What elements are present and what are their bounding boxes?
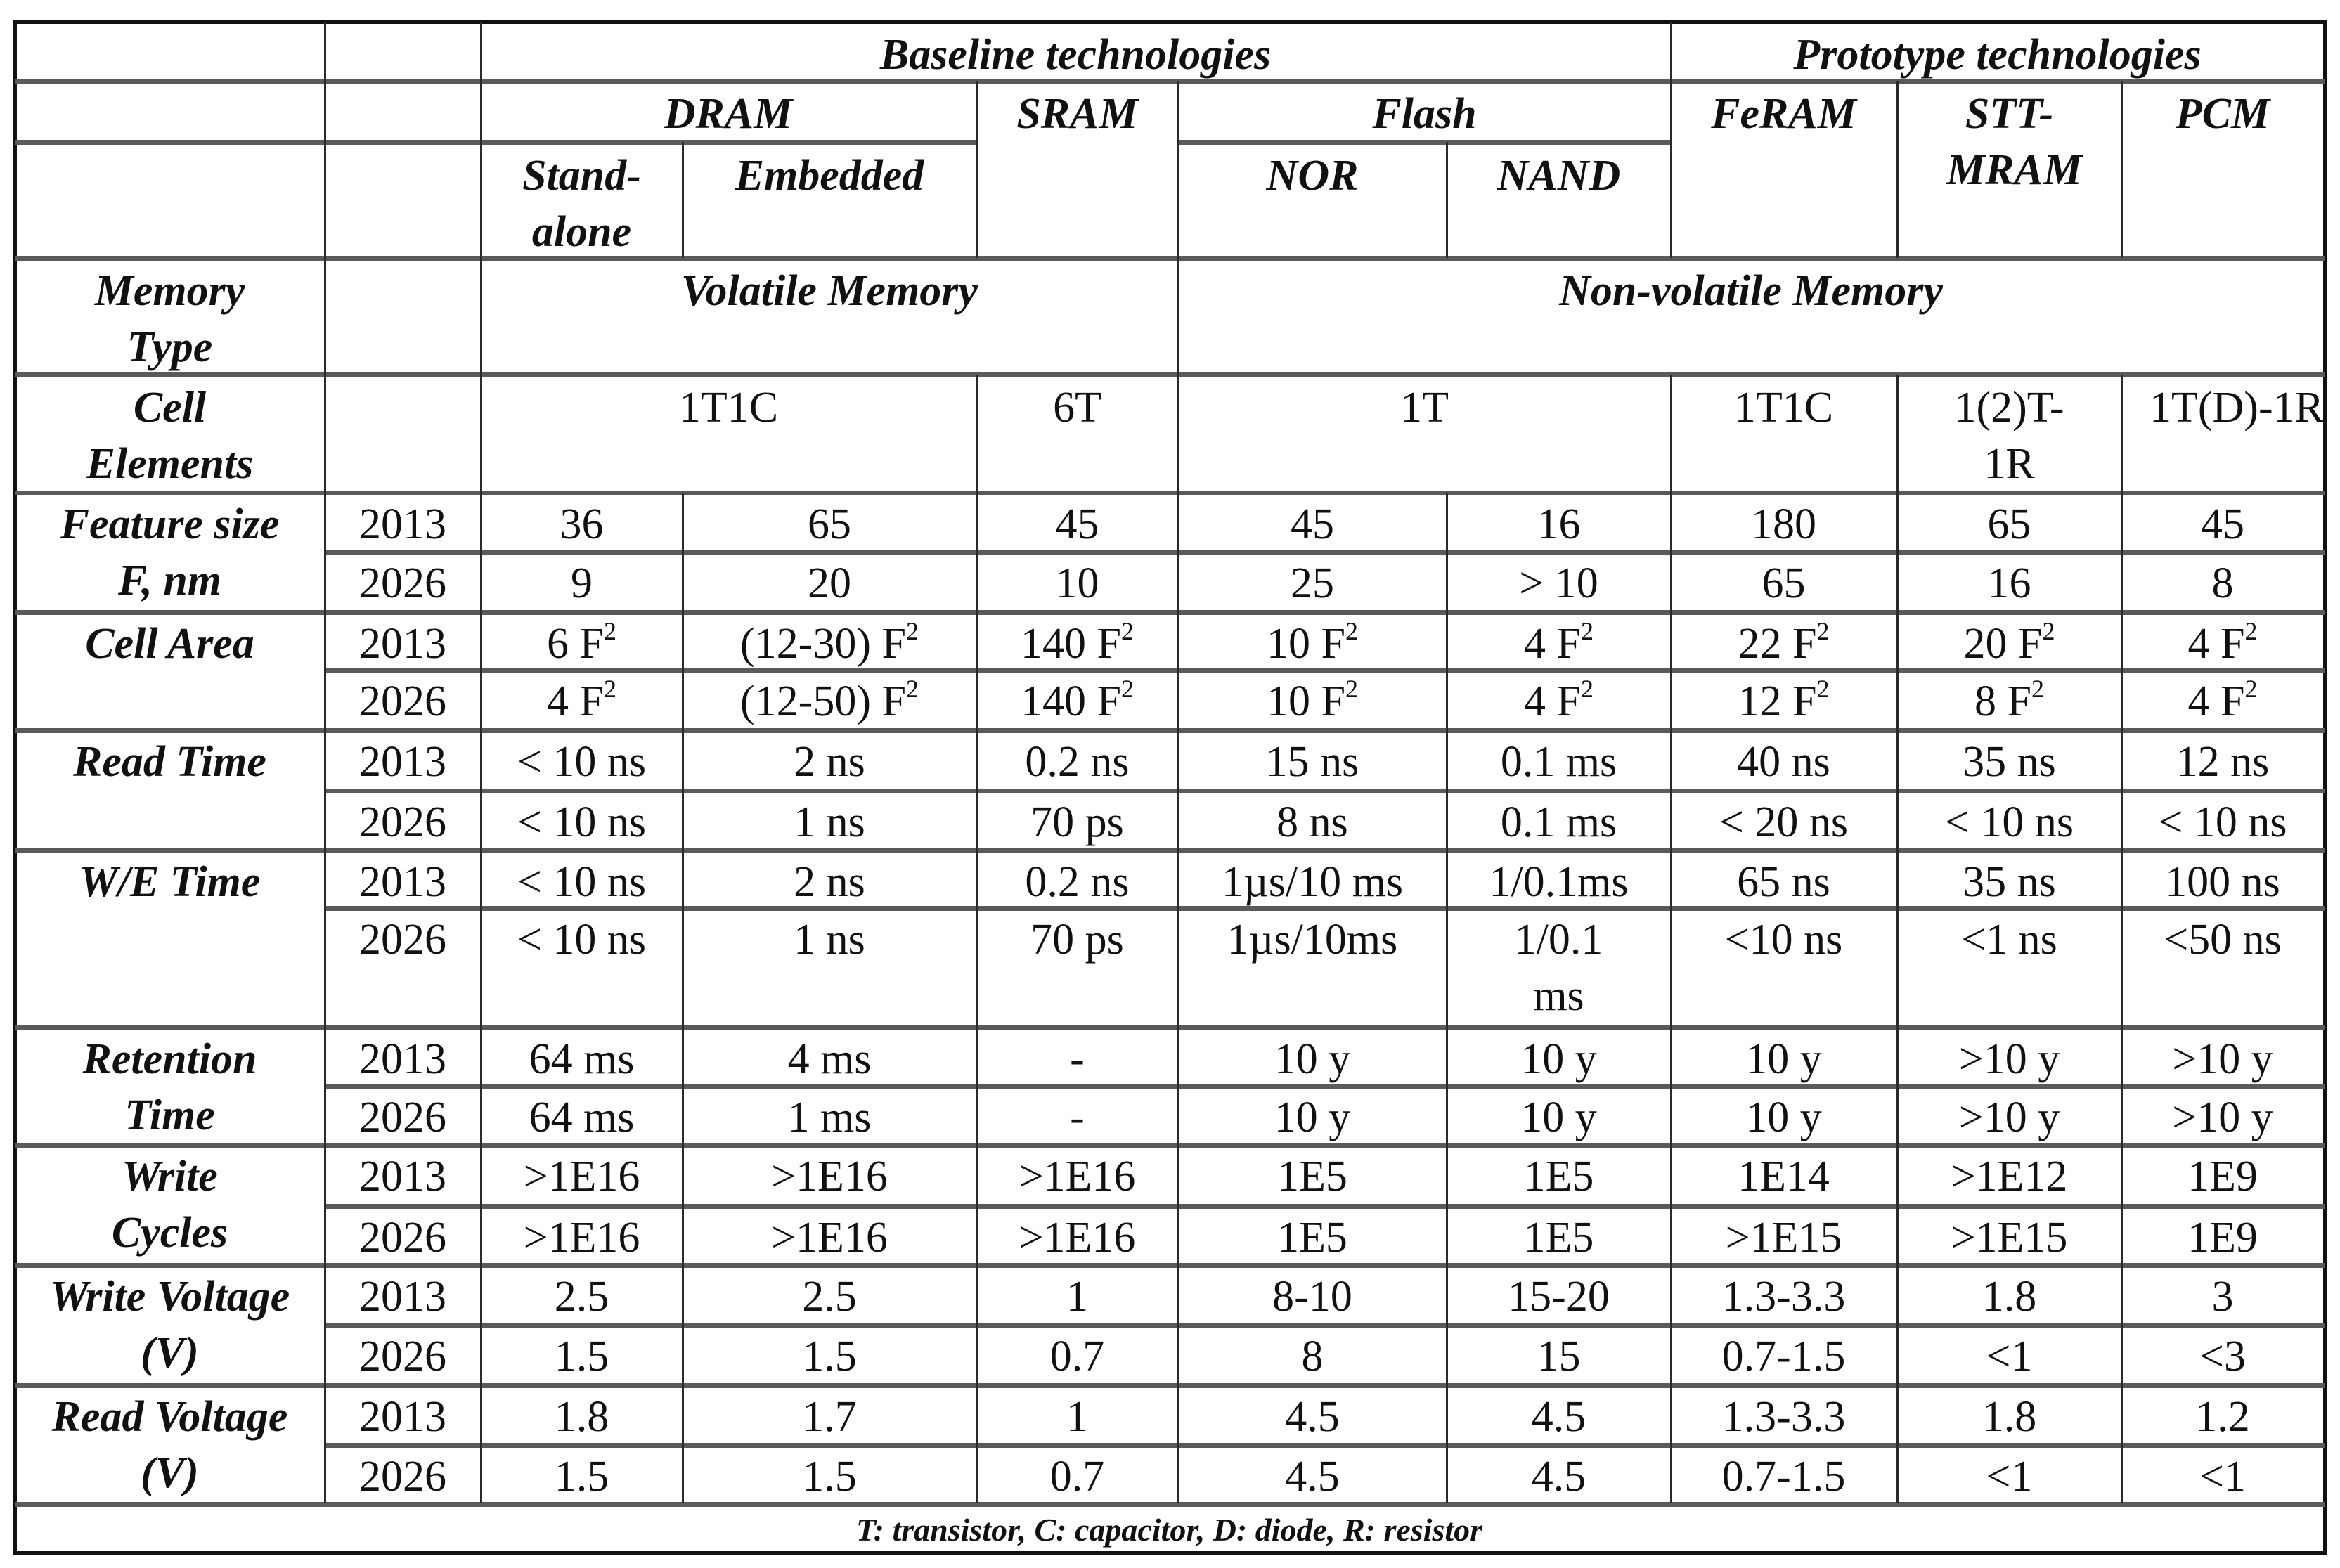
table-cell: <1	[2199, 1453, 2246, 1501]
table-cell: >10 y	[1958, 1035, 2060, 1083]
table-cell: 0.1 ms	[1500, 798, 1617, 846]
table-cell: 10 y	[1745, 1094, 1822, 1141]
table-cell: 15 ns	[1265, 738, 1359, 786]
table-cell: 70 ps	[1030, 916, 1124, 964]
table-cell: 1 ms	[787, 1094, 872, 1141]
table-cell: >1E16	[771, 1153, 888, 1200]
table-cell: 2.5	[802, 1273, 857, 1321]
year-2013: 2013	[359, 620, 446, 668]
year-2013: 2013	[359, 1393, 446, 1441]
table-cell: 1/0.1ms	[1489, 858, 1629, 906]
table-cell: <1	[1986, 1453, 2033, 1501]
table-cell: >10 y	[2172, 1094, 2273, 1141]
table-cell: < 20 ns	[1719, 798, 1849, 846]
row-label-read-voltage: Read Voltage (V)	[51, 1393, 288, 1497]
table-cell: >1E16	[1019, 1153, 1136, 1200]
table-cell: 65 ns	[1737, 858, 1830, 906]
table-cell: >1E16	[523, 1214, 640, 1262]
table-cell: 140 $F^2$	[1021, 675, 1134, 725]
header-feram: FeRAM	[1711, 90, 1856, 138]
table-cell: 64 ms	[529, 1094, 635, 1141]
table-cell: 2 ns	[794, 738, 865, 786]
table-cell: <1	[1986, 1333, 2033, 1380]
table-cell: 1E9	[2187, 1214, 2258, 1262]
table-cell: 10 $F^2$	[1267, 617, 1358, 668]
table-cell: 15	[1537, 1333, 1581, 1380]
table-cell: 140 $F^2$	[1021, 617, 1134, 668]
table-cell: 2 ns	[794, 858, 865, 906]
table-cell: 4.5	[1285, 1393, 1340, 1441]
header-pcm: PCM	[2175, 90, 2270, 138]
table-cell: (12-50) $F^2$	[740, 675, 919, 725]
table-cell: 10	[1055, 559, 1099, 607]
table-cell: 1/0.1 ms	[1514, 916, 1603, 1020]
table-cell: 20	[808, 559, 851, 607]
row-label-memory-type: Memory Type	[94, 267, 245, 371]
table-cell: 2.5	[554, 1273, 609, 1321]
table-cell: 4 $F^2$	[2187, 617, 2258, 668]
table-cell: 1.8	[1982, 1393, 2037, 1441]
table-cell: 25	[1291, 559, 1334, 607]
cell-elements-pcm: 1T(D)-1R	[2150, 384, 2324, 432]
table-cell: 64 ms	[529, 1035, 635, 1083]
year-2026: 2026	[359, 678, 446, 725]
table-cell: 10 y	[1520, 1035, 1597, 1083]
table-cell: < 10 ns	[517, 738, 647, 786]
table-cell: 16	[1537, 500, 1581, 548]
year-2013: 2013	[359, 1153, 446, 1200]
table-cell: < 10 ns	[517, 916, 647, 964]
table-cell: 1.3-3.3	[1721, 1273, 1846, 1321]
cell-elements-feram: 1T1C	[1733, 384, 1834, 432]
table-cell: 180	[1751, 500, 1816, 548]
table-cell: -	[1070, 1094, 1085, 1141]
year-2013: 2013	[359, 500, 446, 548]
table-cell: >1E16	[771, 1214, 888, 1262]
header-prototype-technologies: Prototype technologies	[1793, 31, 2202, 79]
table-cell: 1.2	[2195, 1393, 2250, 1441]
table-cell: 40 ns	[1737, 738, 1830, 786]
year-2026: 2026	[359, 798, 446, 846]
table-cell: 9	[571, 559, 593, 607]
table-cell: >1E15	[1951, 1214, 2068, 1262]
year-2026: 2026	[359, 916, 446, 964]
table-cell: 1.8	[1982, 1273, 2037, 1321]
table-cell: 1E5	[1277, 1153, 1347, 1200]
volatile-memory-label: Volatile Memory	[681, 267, 978, 315]
year-2013: 2013	[359, 1035, 446, 1083]
table-cell: <1 ns	[1961, 916, 2057, 964]
table-cell: 4 $F^2$	[2187, 675, 2258, 725]
table-cell: 1.5	[554, 1453, 609, 1501]
cell-elements-sram: 6T	[1053, 384, 1101, 432]
year-2026: 2026	[359, 1094, 446, 1141]
table-cell: 16	[1987, 559, 2031, 607]
table-cell: 8-10	[1272, 1273, 1352, 1321]
table-cell: <50 ns	[2164, 916, 2282, 964]
table-cell: < 10 ns	[2158, 798, 2287, 846]
table-cell: 1E9	[2187, 1153, 2258, 1200]
row-label-feature-size: Feature size F, nm	[60, 500, 280, 604]
table-cell: 20 $F^2$	[1963, 617, 2055, 668]
table-cell: 0.7-1.5	[1721, 1333, 1846, 1380]
table-cell: 1 ns	[794, 916, 865, 964]
table-cell: 4 $F^2$	[1524, 675, 1594, 725]
table-cell: 65	[808, 500, 851, 548]
table-cell: 8 $F^2$	[1974, 675, 2044, 725]
table-cell: 0.1 ms	[1500, 738, 1617, 786]
table-cell: 8	[1301, 1333, 1324, 1380]
table-cell: < 10 ns	[517, 858, 647, 906]
table-cell: > 10	[1519, 559, 1598, 607]
table-cell: <10 ns	[1724, 916, 1843, 964]
table-cell: 65	[1987, 500, 2031, 548]
table-cell: (12-30) $F^2$	[740, 617, 919, 668]
table-cell: 1	[1066, 1393, 1088, 1441]
table-cell: 1E14	[1738, 1153, 1830, 1200]
table-cell: 1.5	[802, 1333, 857, 1380]
table-cell: 1	[1066, 1273, 1088, 1321]
table-cell: 100 ns	[2165, 858, 2280, 906]
table-cell: 35 ns	[1963, 858, 2056, 906]
table-cell: 10 y	[1520, 1094, 1597, 1141]
table-cell: < 10 ns	[1944, 798, 2074, 846]
table-cell: <3	[2199, 1333, 2246, 1380]
table-cell: 1µs/10 ms	[1222, 858, 1403, 906]
table-cell: 10 y	[1274, 1035, 1351, 1083]
table-cell: 36	[560, 500, 604, 548]
table-cell: -	[1070, 1035, 1085, 1083]
table-cell: < 10 ns	[517, 798, 647, 846]
header-sram: SRAM	[1016, 90, 1138, 138]
table-cell: >1E16	[523, 1153, 640, 1200]
table-cell: 12 ns	[2176, 738, 2270, 786]
table-cell: >10 y	[2172, 1035, 2273, 1083]
table-cell: 1.5	[554, 1333, 609, 1380]
table-cell: 4.5	[1531, 1393, 1586, 1441]
table-cell: 0.7	[1049, 1333, 1105, 1380]
table-footnote: T: transistor, C: capacitor, D: diode, R: resistor	[855, 1512, 1483, 1548]
table-cell: 15-20	[1508, 1273, 1610, 1321]
table-cell: 1.7	[802, 1393, 857, 1441]
nonvolatile-memory-label: Non-volatile Memory	[1559, 267, 1943, 315]
row-label-read-time: Read Time	[73, 738, 266, 786]
table-cell: 8	[2211, 559, 2234, 607]
table-cell: 65	[1762, 559, 1806, 607]
cell-elements-flash: 1T	[1400, 384, 1449, 432]
table-cell: 45	[1055, 500, 1099, 548]
table-cell: 0.7	[1049, 1453, 1105, 1501]
year-2013: 2013	[359, 1273, 446, 1321]
year-2026: 2026	[359, 559, 446, 607]
table-cell: 45	[1291, 500, 1334, 548]
year-2026: 2026	[359, 1333, 446, 1380]
table-cell: >1E12	[1951, 1153, 2068, 1200]
table-cell: 45	[2201, 500, 2244, 548]
table-cell: 6 $F^2$	[547, 617, 616, 668]
header-dram: DRAM	[664, 90, 793, 138]
table-cell: 3	[2211, 1273, 2234, 1321]
table-cell: 0.2 ns	[1025, 858, 1130, 906]
table-cell: 1 ns	[794, 798, 865, 846]
row-label-retention-time: Retention Time	[82, 1035, 257, 1139]
table-cell: 0.7-1.5	[1721, 1453, 1846, 1501]
cell-elements-dram: 1T1C	[678, 384, 779, 432]
year-2013: 2013	[359, 738, 446, 786]
table-cell: 4 $F^2$	[547, 675, 616, 725]
header-flash: Flash	[1372, 90, 1477, 138]
table-cell: 1E5	[1523, 1153, 1594, 1200]
table-cell: 4 ms	[787, 1035, 872, 1083]
table-cell: 1.8	[554, 1393, 609, 1441]
table-cell: >10 y	[1958, 1094, 2060, 1141]
table-cell: 8 ns	[1276, 798, 1348, 846]
header-stt-mram: STT-MRAM	[1946, 90, 2082, 194]
table-cell: >1E16	[1019, 1214, 1136, 1262]
table-cell: 1E5	[1523, 1214, 1594, 1262]
table-cell: 1.5	[802, 1453, 857, 1501]
table-cell: 1.3-3.3	[1721, 1393, 1846, 1441]
table-cell: 4.5	[1531, 1453, 1586, 1501]
table-cell: 4 $F^2$	[1524, 617, 1594, 668]
grid-line	[15, 372, 2325, 377]
table-cell: 10 y	[1745, 1035, 1822, 1083]
table-cell: 1µs/10ms	[1227, 916, 1398, 964]
grid-line	[15, 256, 2325, 261]
table-cell: 4.5	[1285, 1453, 1340, 1501]
table-cell: >1E15	[1725, 1214, 1842, 1262]
year-2013: 2013	[359, 858, 446, 906]
header-nand: NAND	[1497, 152, 1621, 200]
table-cell: 1E5	[1277, 1214, 1347, 1262]
year-2026: 2026	[359, 1214, 446, 1262]
header-standalone: Stand-alone	[522, 152, 641, 256]
row-label-we-time: W/E Time	[79, 858, 261, 906]
row-label-write-cycles: Write Cycles	[111, 1153, 228, 1257]
table-cell: 12 $F^2$	[1738, 675, 1830, 725]
table-cell: 10 y	[1274, 1094, 1351, 1141]
header-nor: NOR	[1266, 152, 1359, 200]
year-2026: 2026	[359, 1453, 446, 1501]
table-cell: 35 ns	[1963, 738, 2056, 786]
table-cell: 22 $F^2$	[1738, 617, 1830, 668]
table-cell: 10 $F^2$	[1267, 675, 1358, 725]
table-cell: 70 ps	[1030, 798, 1124, 846]
row-label-write-voltage: Write Voltage (V)	[49, 1273, 290, 1377]
header-baseline-technologies: Baseline technologies	[879, 31, 1272, 79]
header-embedded: Embedded	[735, 152, 924, 200]
cell-elements-stt-mram: 1(2)T-1R	[1954, 384, 2064, 488]
row-label-cell-area: Cell Area	[85, 620, 254, 668]
row-label-cell-elements: Cell Elements	[86, 384, 254, 488]
table-cell: 0.2 ns	[1025, 738, 1130, 786]
